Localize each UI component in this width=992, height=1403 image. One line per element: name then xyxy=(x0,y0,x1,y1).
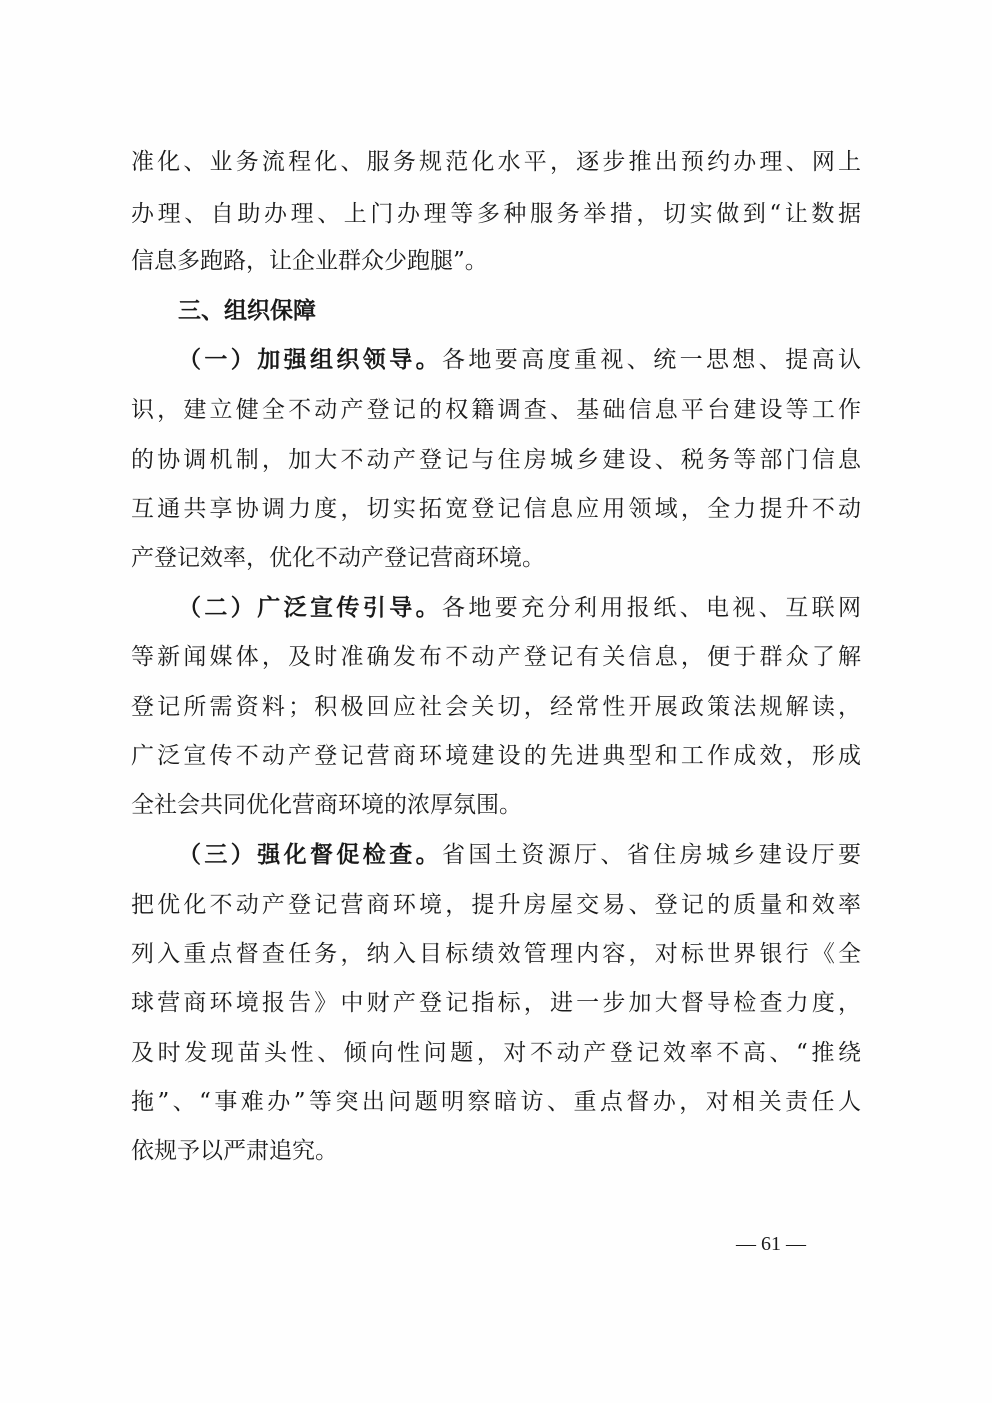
p3-line-3: 列入重点督查任务，纳入目标绩效管理内容，对标世界银行《全 xyxy=(131,941,861,967)
section-heading: 三、组织保障 xyxy=(178,298,316,324)
p2-line-2: 等新闻媒体，及时准确发布不动产登记有关信息，便于群众了解 xyxy=(131,644,861,670)
intro-line-2: 办理、自助办理、上门办理等多种服务举措，切实做到“让数据 xyxy=(131,201,861,227)
p2-first-rest: 各地要充分利用报纸、电视、互联网 xyxy=(442,595,862,621)
p3-line-7: 依规予以严肃追究。 xyxy=(131,1138,338,1164)
intro-line-1: 准化、业务流程化、服务规范化水平，逐步推出预约办理、网上 xyxy=(131,149,861,175)
p2-line-3: 登记所需资料；积极回应社会关切，经常性开展政策法规解读， xyxy=(131,694,861,720)
p1-line-5: 产登记效率，优化不动产登记营商环境。 xyxy=(131,545,545,571)
p1-first-rest: 各地要高度重视、统一思想、提高认 xyxy=(442,347,862,373)
p2-line-4: 广泛宣传不动产登记营商环境建设的先进典型和工作成效，形成 xyxy=(131,743,861,769)
p1-line-3: 的协调机制，加大不动产登记与住房城乡建设、税务等部门信息 xyxy=(131,447,861,473)
p3-line-6: 拖”、“事难办”等突出问题明察暗访、重点督办，对相关责任人 xyxy=(131,1089,861,1115)
p3-first-rest: 省国土资源厅、省住房城乡建设厅要 xyxy=(442,842,862,868)
p3-line-5: 及时发现苗头性、倾向性问题，对不动产登记效率不高、“推绕 xyxy=(131,1040,861,1066)
intro-line-3: 信息多跑路，让企业群众少跑腿”。 xyxy=(131,248,488,274)
p1-lead: （一）加强组织领导。 xyxy=(178,346,442,373)
p1-line-4: 互通共享协调力度，切实拓宽登记信息应用领域，全力提升不动 xyxy=(131,496,861,522)
p2-first-line xyxy=(178,593,861,623)
page-number: — 61 — xyxy=(736,1233,806,1255)
p1-first-line xyxy=(178,345,861,375)
p3-first-line xyxy=(178,840,861,870)
p3-lead: （三）强化督促检查。 xyxy=(178,841,442,868)
p2-lead: （二）广泛宣传引导。 xyxy=(178,594,442,621)
p3-line-4: 球营商环境报告》中财产登记指标，进一步加大督导检查力度， xyxy=(131,990,861,1016)
p3-line-2: 把优化不动产登记营商环境，提升房屋交易、登记的质量和效率 xyxy=(131,892,861,918)
p2-line-5: 全社会共同优化营商环境的浓厚氛围。 xyxy=(131,792,522,818)
p1-line-2: 识，建立健全不动产登记的权籍调查、基础信息平台建设等工作 xyxy=(131,397,861,423)
